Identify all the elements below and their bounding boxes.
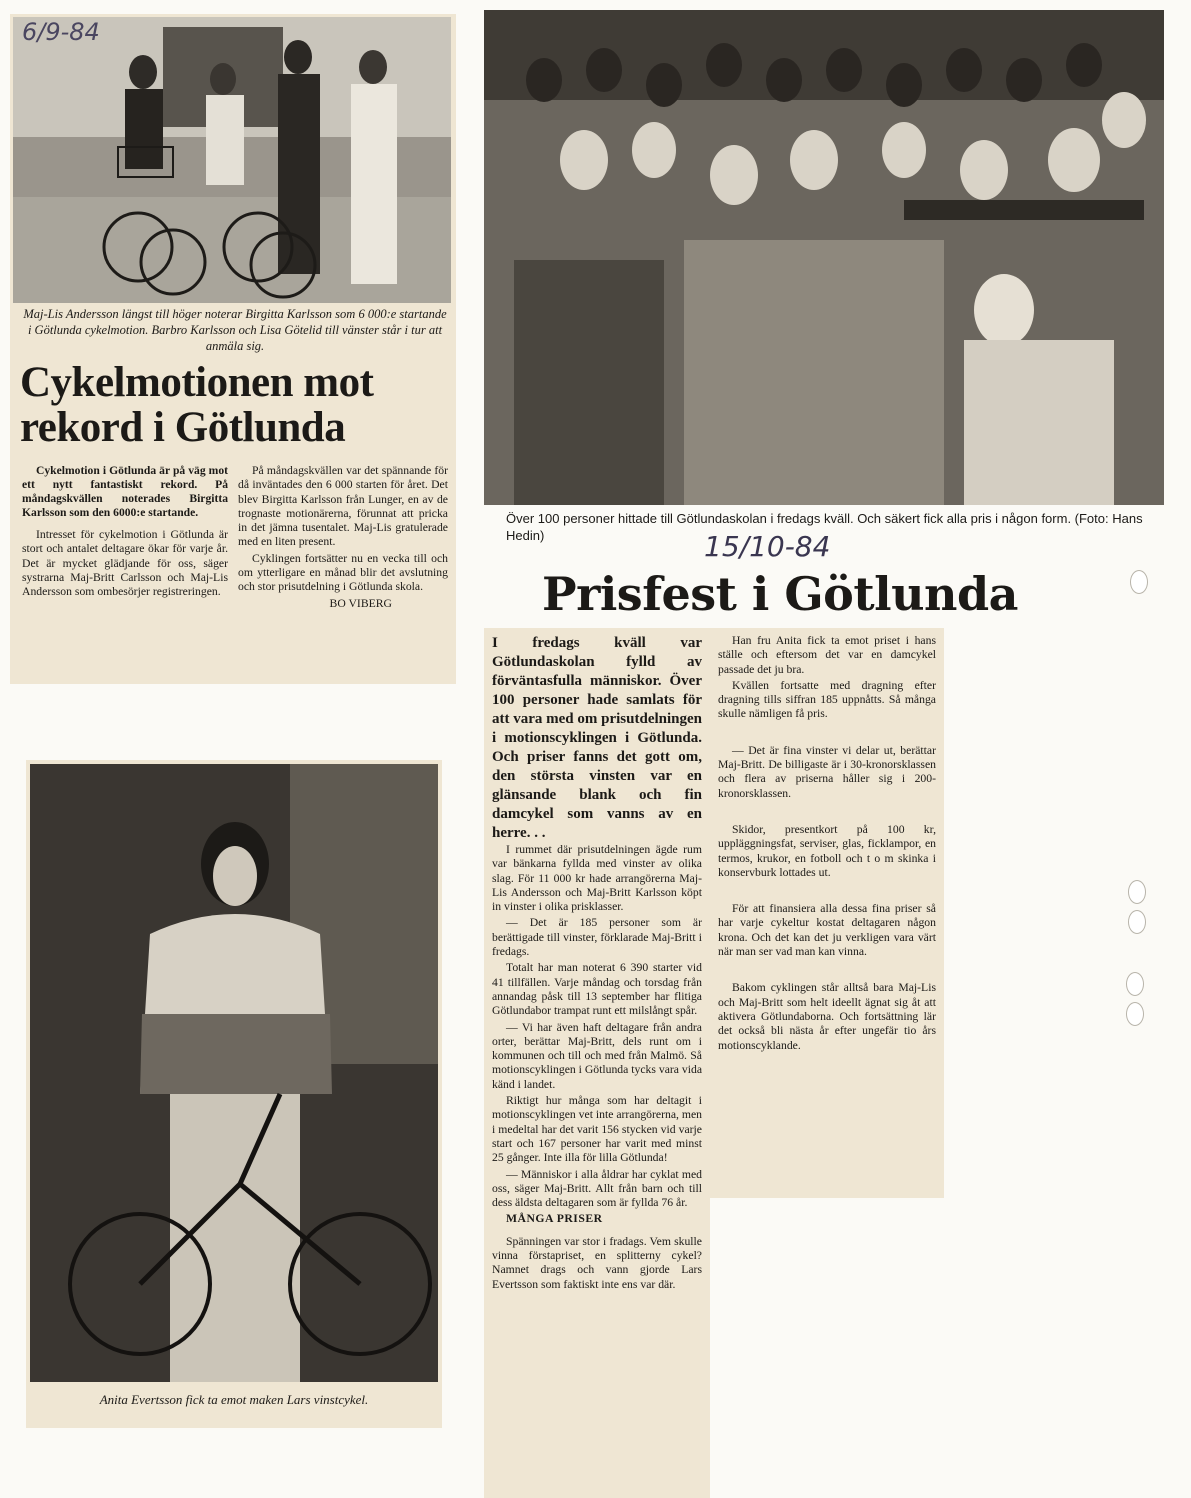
body-paragraph: För att finansiera alla dessa fina priser så har varje cykeltur kostat deltagaren någon krona. Och det kan det ju verkligen vara värt när man ser vad man kan vinna.	[718, 902, 936, 959]
headline-line-2: rekord i Götlunda	[20, 404, 346, 452]
body-paragraph: Riktigt hur många som har deltagit i motionscyklingen vet inte arrangörerna, men i medeltal har det varit 156 stycken vid varje start och 167 personer har varit med minst 25 gånger. Inte illa för lilla Götlunda!	[492, 1094, 702, 1165]
binder-hole	[1126, 1002, 1144, 1026]
photo-crowd-schoolhall	[484, 10, 1164, 505]
body-paragraph: Cyklingen fortsätter nu en vecka till och om ytterligare en månad blir det avslutning och stor prisutdelning i Götlunda skola.	[238, 551, 448, 594]
article-column-2	[710, 628, 944, 1198]
headline-line-1: Cykelmotionen mot	[20, 359, 374, 406]
binder-hole	[1126, 972, 1144, 996]
binder-hole	[1128, 910, 1146, 934]
body-paragraph: I rummet där prisutdelningen ägde rum var bänkarna fyllda med vinster av olika slag. För 11 000 kr hade arrangörerna Maj-Lis Andersson och Maj-Britt Karlsson köpt in vinster i olika prisklasser.	[492, 843, 702, 914]
body-paragraph: Spänningen var stor i fradags. Vem skulle vinna förstapriset, en splitterny cykel? Namnet drags och vann gjorde Lars Evertsson som faktiskt inte ens var där.	[492, 1234, 702, 1291]
caption-3: Anita Evertsson fick ta emot maken Lars vinstcykel.	[99, 1392, 369, 1407]
caption-2: Över 100 personer hittade till Götlundaskolan i fredags kväll. Och säkert fick alla pris i någon form. (Foto: Hans Hedin)	[506, 511, 1143, 543]
body-paragraph: Skidor, presentkort på 100 kr, uppläggningsfat, serviser, glas, ficklampor, en termos, krukor, en fotboll och t o m skinka i konservburk lottades ut.	[718, 822, 936, 879]
body-paragraph: — Vi har även haft deltagare från andra orter, berättar Maj-Britt, dels runt om i kommunen och till och med från Malmö. Så motionscyklingen i Götlunda tycks vara vida känd i landet.	[492, 1020, 703, 1091]
headline-cykelmotionen	[20, 360, 450, 450]
lead-paragraph: I fredags kväll var Götlundaskolan fylld av förväntasfulla människor. Över 100 personer hade samlats för att vara med om prisutdelningen i motionscyklingen i Götlunda. Och priser fanns det gott om, den största vinsten var en glänsande blank och fin damcykel som vanns av en herre. . .	[492, 635, 702, 841]
lead-paragraph: Cykelmotion i Götlunda är på väg mot ett nytt fantastiskt rekord. På måndagskvällen noterades Birgitta Karlsson som den 6000:e startande.	[22, 464, 228, 519]
photo-woman-with-bicycle	[30, 764, 438, 1382]
binder-hole	[1130, 570, 1148, 594]
subheading: MÅNGA PRISER	[506, 1212, 603, 1226]
body-paragraph: — Det är 185 personer som är berättigade till vinster, förklarade Maj-Britt i fredags.	[492, 916, 702, 959]
handwritten-date-2: 15/10-84	[704, 530, 831, 563]
article-column-1	[484, 628, 710, 1498]
body-paragraph: Totalt har man noterat 6 390 starter vid 41 tillfällen. Varje måndag och torsdag från annandag påsk till 13 september har flitiga Götlundabor trampat runt ett milslångt spår.	[492, 961, 702, 1018]
photo-bicycle-registration	[13, 17, 451, 303]
body-paragraph: Bakom cyklingen står alltså bara Maj-Lis och Maj-Britt som helt ideellt ägnat sig åt att aktivera Götlundaborna. Och fortsättning lär det också bli nästa år efter ungefär tio års motionscyklande.	[718, 981, 936, 1052]
column-2	[238, 464, 448, 611]
column-1	[22, 464, 228, 601]
clipping-anita-bicycle	[26, 760, 442, 1428]
handwritten-date-1: 6/9-84	[22, 18, 100, 46]
byline: BO VIBERG	[329, 596, 392, 610]
clipping-cykelmotionen	[10, 14, 456, 684]
body-paragraph: — Människor i alla åldrar har cyklat med oss, säger Maj-Britt. Allt från barn och till dess äldsta deltagaren som är fyllda 76 år.	[492, 1167, 702, 1210]
caption-1: Maj-Lis Andersson längst till höger noterar Birgitta Karlsson som 6 000:e startande i Götlunda cykelmotion. Barbro Karlsson och Lisa Götelid till vänster står i tur att anmäla sig.	[23, 307, 447, 353]
body-paragraph: Han fru Anita fick ta emot priset i hans ställe och eftersom det var en damcykel passade det ju bra.	[718, 634, 936, 676]
headline-prisfest: Prisfest i Götlunda	[542, 567, 1018, 621]
body-paragraph: — Det är fina vinster vi delar ut, berättar Maj-Britt. De billigaste är i 30-kronorsklassen och flera av priserna håller sig i 200-kronorsklassen.	[718, 743, 936, 800]
body-paragraph: Intresset för cykelmotion i Götlunda är stort och antalet deltagare ökar för varje år. Det är mycket glädjande för oss, säger systrarna Maj-Britt Carlsson och Maj-Lis Andersson som ombesörjer registreringen.	[22, 528, 228, 599]
binder-hole	[1128, 880, 1146, 904]
clipping-prisfest	[484, 10, 1164, 1498]
body-paragraph: Kvällen fortsatte med dragning efter dragning tills siffran 185 uppnåtts. Så många skulle nämligen få pris.	[718, 678, 936, 721]
body-paragraph: På måndagskvällen var det spännande för då inväntades den 6 000 starten för året. Det blev Birgitta Karlsson från Lunger, en av de trognaste motionärerna, förunnat att pricka in det jämna tusentalet. Maj-Lis gratulerade med en liten present.	[238, 464, 448, 549]
